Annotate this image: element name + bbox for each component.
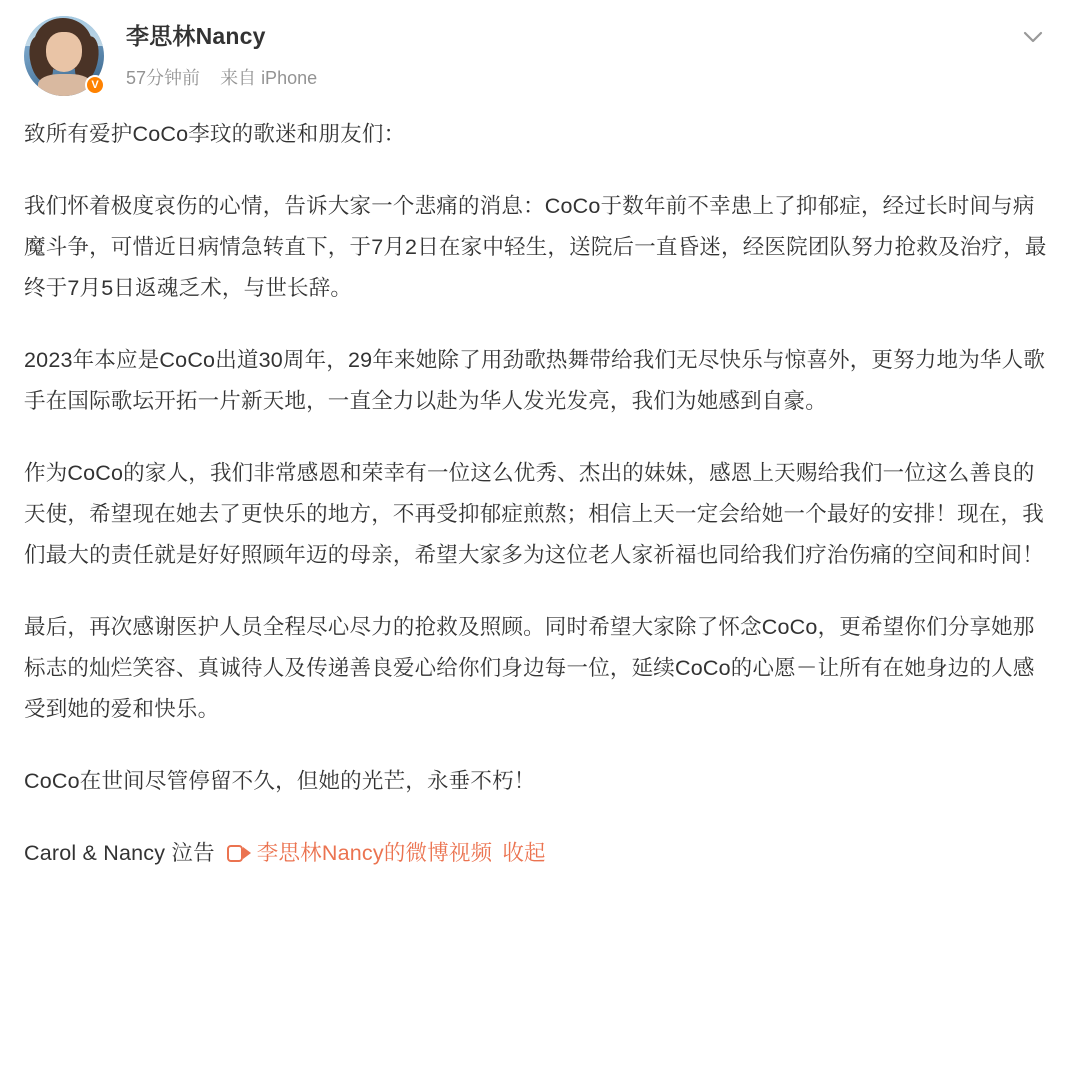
post-paragraph: CoCo在世间尽管停留不久，但她的光芒，永垂不朽！ — [24, 769, 536, 793]
post-paragraph: 2023年本应是CoCo出道30周年，29年来她除了用劲歌热舞带给我们无尽快乐与惊喜外，更努力地为华人歌手在国际歌坛开拓一片新天地，一直全力以赴为华人发光发亮，我们为她感到自豪。 — [24, 348, 1046, 413]
post-source[interactable]: 来自 iPhone — [220, 68, 318, 88]
video-camera-icon — [227, 845, 251, 862]
verified-badge-icon: V — [85, 75, 105, 95]
video-link-label: 李思林Nancy的微博视频 — [256, 841, 493, 865]
post-time: 57分钟前 — [126, 68, 201, 88]
post-paragraph: 致所有爱护CoCo李玟的歌迷和朋友们： — [24, 122, 406, 146]
collapse-button[interactable]: 收起 — [502, 841, 546, 865]
post-header — [24, 14, 1056, 96]
avatar-body — [38, 74, 92, 96]
post-footer-line — [24, 833, 1056, 874]
post-paragraph: 最后，再次感谢医护人员全程尽心尽力的抢救及照顾。同时希望大家除了怀念CoCo，更希望你们分享她那标志的灿烂笑容、真诚待人及传递善良爱心给你们身边每一位，延续CoCo的心愿－让所有在她身边的人感受到她的爱和快乐。 — [24, 615, 1035, 721]
video-link[interactable] — [227, 833, 493, 874]
post-signature: Carol & Nancy 泣告 — [24, 841, 215, 865]
post-meta — [126, 14, 317, 90]
avatar-face — [46, 32, 82, 72]
post-paragraph: 作为CoCo的家人，我们非常感恩和荣幸有一位这么优秀、杰出的妹妹，感恩上天赐给我们一位这么善良的天使，希望现在她去了更快乐的地方，不再受抑郁症煎熬；相信上天一定会给她一个最好的安排！现在，我们最大的责任就是好好照顾年迈的母亲，希望大家多为这位老人家祈福也同给我们疗治伤痛的空间和时间！ — [24, 461, 1044, 567]
post-content — [24, 114, 1056, 874]
avatar[interactable] — [24, 16, 104, 96]
post-subline — [126, 64, 317, 90]
author-name[interactable]: 李思林Nancy — [126, 23, 266, 49]
chevron-down-icon[interactable] — [1016, 20, 1050, 54]
post-paragraph: 我们怀着极度哀伤的心情，告诉大家一个悲痛的消息：CoCo于数年前不幸患上了抑郁症，经过长时间与病魔斗争，可惜近日病情急转直下，于7月2日在家中轻生，送院后一直昏迷，经医院团队努力抢救及治疗，最终于7月5日返魂乏术，与世长辞。 — [24, 194, 1047, 300]
